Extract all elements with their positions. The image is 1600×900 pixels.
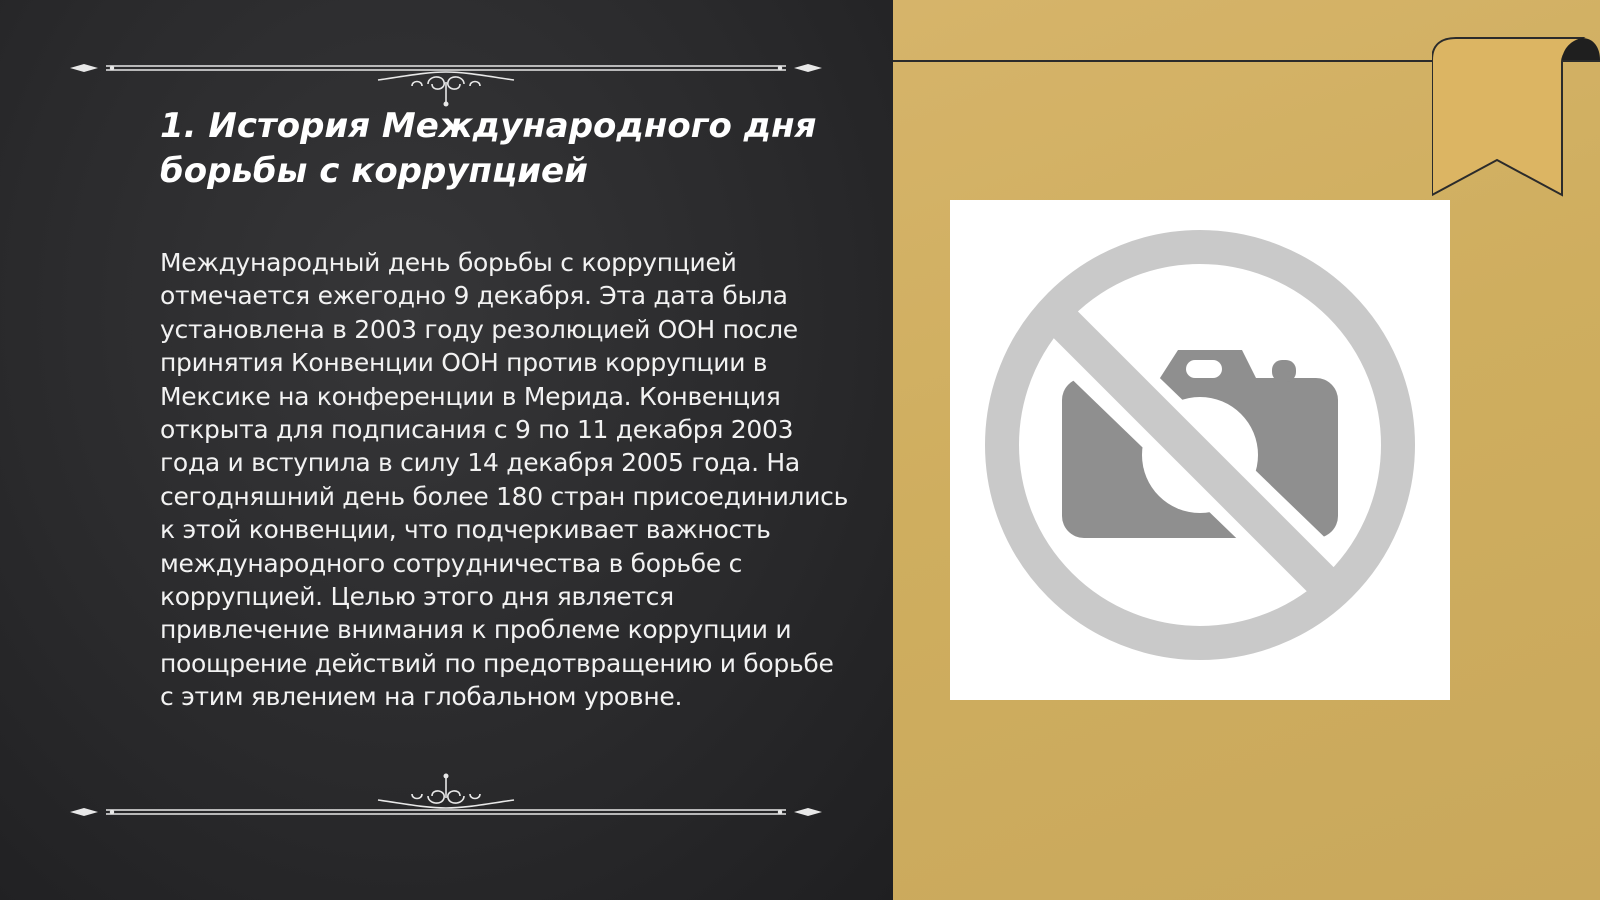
bookmark-ribbon-icon [1432, 30, 1600, 200]
slide-body-text: Международный день борьбы с коррупцией отмечается ежегодно 9 декабря. Эта дата была установлена в 2003 году резолюцией ООН после принятия Конвенции ООН против коррупции в Мексике на конференции в Мерида. Конвенция открыта для подписания с 9 по 11 декабря 2003 года и вступила в силу 14 декабря 2005 года. На сегодняшний день более 180 стран присоединились к этой конвенции, что подчеркивает важность международного сотрудничества в борьбе с коррупцией. Целью этого дня является привлечение внимания к проблеме коррупции и поощрение действий по предотвращению и борьбе с этим явлением на глобальном уровне. [160, 248, 849, 712]
top-ornament-divider [66, 50, 826, 110]
no-photo-icon [950, 200, 1450, 700]
slide-title: 1. История Международного дня борьбы с коррупцией [160, 106, 817, 191]
bottom-ornament-divider [66, 770, 826, 830]
photo-frame [950, 200, 1450, 700]
